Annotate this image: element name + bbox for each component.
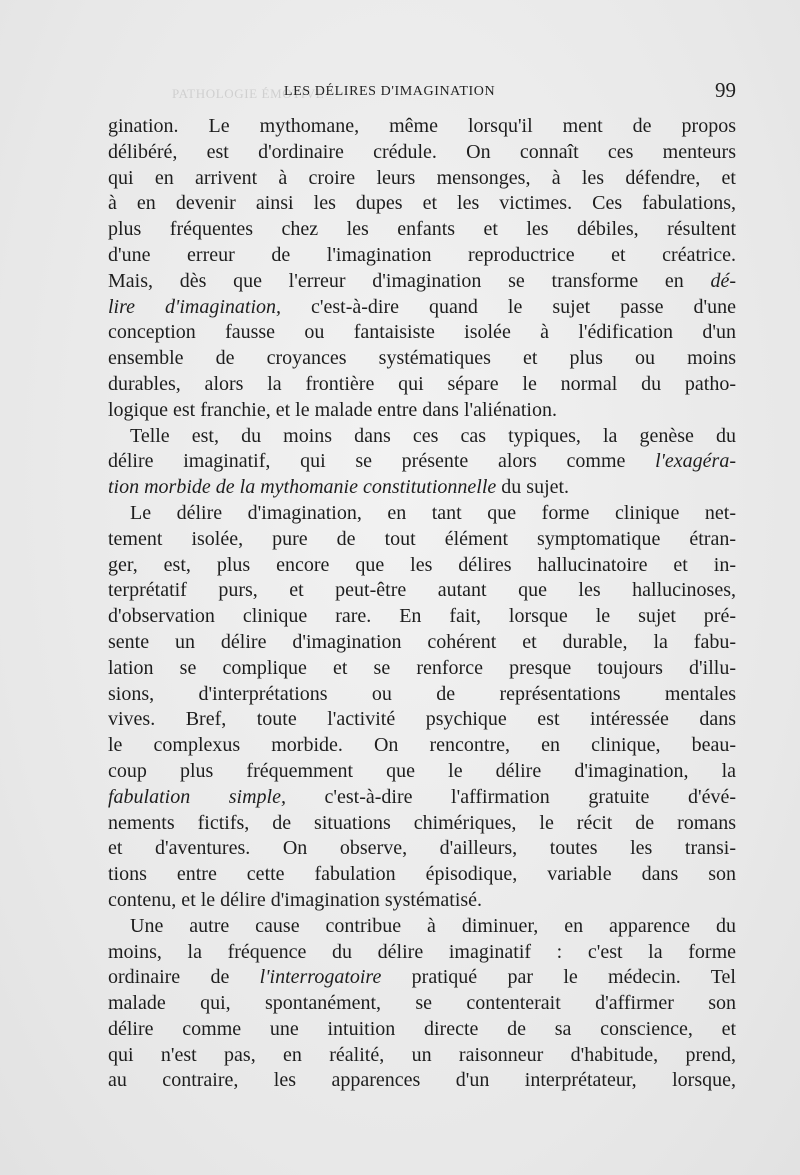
text-segment: malade qui, spontanément, se contenterait d'affirmer son xyxy=(108,992,736,1015)
text-line xyxy=(108,656,736,682)
text-segment: à en devenir ainsi les dupes et les victimes. Ces fabulations, xyxy=(108,192,736,215)
text-line xyxy=(108,449,736,475)
text-line xyxy=(108,398,736,424)
text-line xyxy=(108,114,736,140)
text-segment: coup plus fréquemment que le délire d'imagination, la xyxy=(108,759,736,782)
text-segment: au contraire, les apparences d'un interprétateur, lorsque, xyxy=(108,1069,736,1092)
text-line xyxy=(108,346,736,372)
text-line xyxy=(108,733,736,759)
italic-text: lire d'imagination, xyxy=(108,295,281,318)
text-line xyxy=(108,140,736,166)
text-segment: Telle est, du moins dans ces cas typiques, la genèse du xyxy=(130,424,736,447)
text-line xyxy=(108,475,736,501)
text-line xyxy=(108,1068,736,1094)
text-line xyxy=(108,991,736,1017)
text-line xyxy=(108,1043,736,1069)
text-line xyxy=(108,578,736,604)
text-line xyxy=(108,862,736,888)
text-segment: tement isolée, pure de tout élément symptomatique étran- xyxy=(108,527,736,550)
text-segment: ordinaire de xyxy=(108,966,260,989)
italic-text: dé- xyxy=(710,269,736,292)
text-segment: délire imaginatif, qui se présente alors comme xyxy=(108,450,656,473)
text-line xyxy=(108,1017,736,1043)
text-segment: qui en arrivent à croire leurs mensonges, à les défendre, et xyxy=(108,166,736,189)
body-text xyxy=(108,114,736,1094)
text-segment: contenu, et le délire d'imagination systématisé. xyxy=(108,888,483,911)
text-line xyxy=(108,604,736,630)
text-segment: moins, la fréquence du délire imaginatif : c'est la forme xyxy=(108,940,736,963)
text-segment: qui n'est pas, en réalité, un raisonneur d'habitude, prend, xyxy=(108,1043,736,1066)
text-line xyxy=(108,836,736,862)
text-line xyxy=(108,940,736,966)
text-segment: pratiqué par le médecin. Tel xyxy=(381,966,736,989)
italic-text: l'interrogatoire xyxy=(259,966,382,989)
text-segment: et d'aventures. On observe, d'ailleurs, toutes les transi- xyxy=(108,837,736,860)
running-title: LES DÉLIRES D'IMAGINATION xyxy=(284,84,496,99)
bleed-through-text: PATHOLOGIE ÉMOTIVE xyxy=(172,86,325,101)
italic-text: tion morbide de la mythomanie constitutionnelle xyxy=(108,476,497,499)
text-line xyxy=(108,269,736,295)
text-segment: délibéré, est d'ordinaire crédule. On connaît ces menteurs xyxy=(108,140,736,163)
text-segment: ger, est, plus encore que les délires hallucinatoire et in- xyxy=(108,553,736,576)
text-segment: d'observation clinique rare. En fait, lorsque le sujet pré- xyxy=(108,605,736,628)
text-segment: lation se complique et se renforce presque toujours d'illu- xyxy=(108,656,736,679)
text-line xyxy=(108,553,736,579)
text-line xyxy=(108,914,736,940)
text-segment: gination. Le mythomane, même lorsqu'il ment de propos xyxy=(108,115,736,137)
text-line xyxy=(108,811,736,837)
text-segment: nements fictifs, de situations chimériques, le récit de romans xyxy=(108,811,736,834)
text-line xyxy=(108,965,736,991)
text-segment: c'est-à-dire l'affirmation gratuite d'évé- xyxy=(285,785,736,808)
text-segment: Une autre cause contribue à diminuer, en apparence du xyxy=(130,914,736,937)
text-line xyxy=(108,759,736,785)
text-line xyxy=(108,630,736,656)
text-line xyxy=(108,191,736,217)
text-segment: vives. Bref, toute l'activité psychique est intéressée dans xyxy=(108,708,736,731)
text-segment: Le délire d'imagination, en tant que forme clinique net- xyxy=(130,501,736,524)
text-segment: durables, alors la frontière qui sépare le normal du patho- xyxy=(108,372,736,395)
text-line xyxy=(108,295,736,321)
text-segment: terprétatif purs, et peut-être autant que les hallucinoses, xyxy=(108,579,736,602)
text-segment: c'est-à-dire quand le sujet passe d'une xyxy=(281,295,736,318)
text-line xyxy=(108,166,736,192)
text-segment: sions, d'interprétations ou de représentations mentales xyxy=(108,682,736,705)
text-line xyxy=(108,243,736,269)
page-number: 99 xyxy=(715,78,736,102)
text-line xyxy=(108,527,736,553)
text-segment: sente un délire d'imagination cohérent et durable, la fabu- xyxy=(108,630,736,653)
text-segment: d'une erreur de l'imagination reproductrice et créatrice. xyxy=(108,243,736,266)
text-segment: ensemble de croyances systématiques et plus ou moins xyxy=(108,347,736,370)
text-line xyxy=(108,888,736,914)
text-line xyxy=(108,320,736,346)
text-line xyxy=(108,501,736,527)
text-segment: plus fréquentes chez les enfants et les débiles, résultent xyxy=(108,218,736,241)
text-segment: le complexus morbide. On rencontre, en clinique, beau- xyxy=(108,734,736,757)
text-segment: du sujet. xyxy=(496,476,570,499)
text-segment: logique est franchie, et le malade entre dans l'aliénation. xyxy=(108,398,557,421)
text-line xyxy=(108,785,736,811)
italic-text: l'exagéra- xyxy=(655,450,736,473)
text-line xyxy=(108,682,736,708)
text-segment: tions entre cette fabulation épisodique, variable dans son xyxy=(108,863,736,886)
text-line xyxy=(108,707,736,733)
text-line xyxy=(108,372,736,398)
text-segment: délire comme une intuition directe de sa conscience, et xyxy=(108,1017,736,1040)
text-segment: conception fausse ou fantaisiste isolée à l'édification d'un xyxy=(108,321,736,344)
text-line xyxy=(108,424,736,450)
text-line xyxy=(108,217,736,243)
italic-text: fabulation simple, xyxy=(108,785,286,808)
running-header xyxy=(108,78,736,106)
text-segment: Mais, dès que l'erreur d'imagination se transforme en xyxy=(108,269,711,292)
